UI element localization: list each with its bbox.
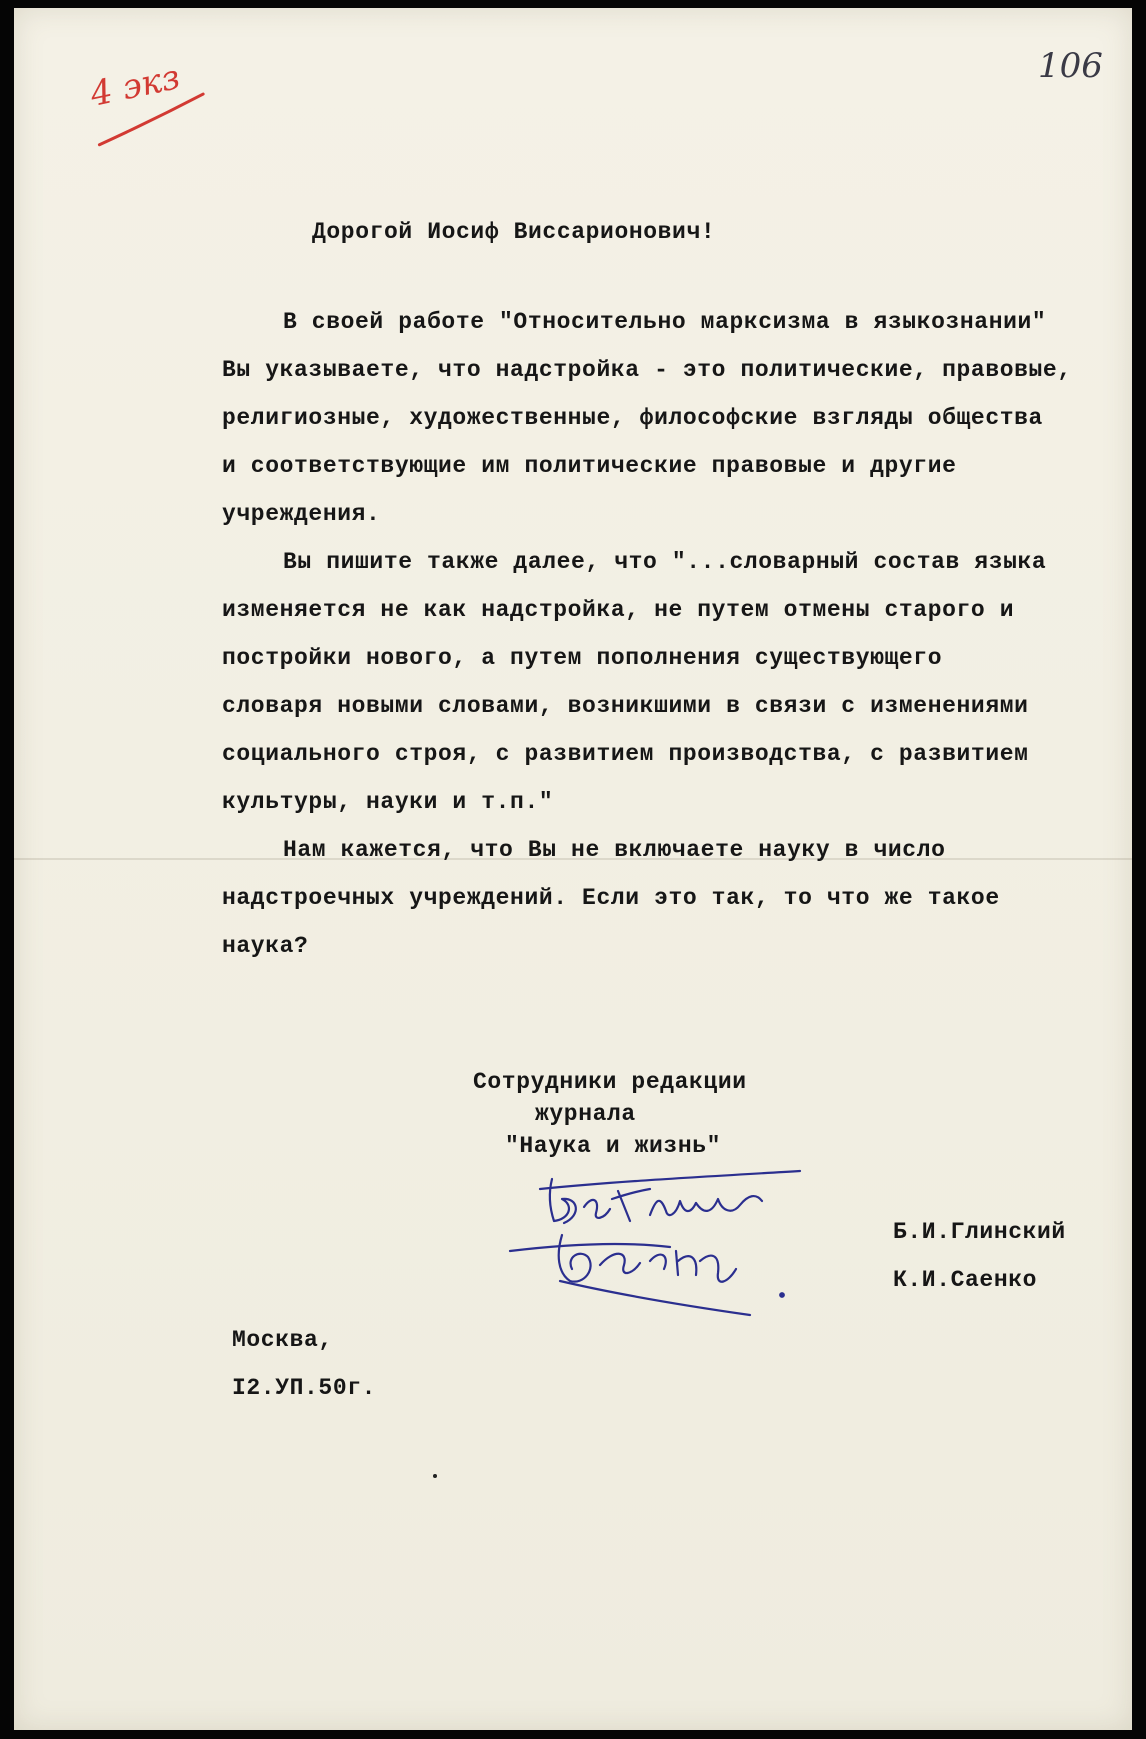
handwritten-signatures <box>500 1165 860 1335</box>
body-line: изменяется не как надстройка, не путем отмены старого и <box>222 597 1015 623</box>
date: I2.УП.50г. <box>232 1375 377 1401</box>
signatory-name: Б.И.Глинский <box>893 1219 1066 1245</box>
body-line: религиозные, художественные, философские взгляды общества <box>222 405 1043 431</box>
place: Москва, <box>232 1327 333 1353</box>
body-line: и соответствующие им политические правовые и другие <box>222 453 957 479</box>
body-line: словаря новыми словами, возникшими в связи с изменениями <box>222 693 1029 719</box>
sender-line: "Наука и жизнь" <box>505 1133 722 1159</box>
body-line: Нам кажется, что Вы не включаете науку в число <box>283 837 946 863</box>
body-line: Вы пишите также далее, что "...словарный состав языка <box>283 549 1047 575</box>
body-line: наука? <box>222 933 309 959</box>
body-line: культуры, науки и т.п." <box>222 789 554 815</box>
page-number: 106 <box>1038 46 1103 86</box>
signatory-name: К.И.Саенко <box>893 1267 1038 1293</box>
margin-note-text: 4 экз <box>86 57 184 115</box>
sender-line: журнала <box>535 1101 636 1127</box>
body-line: В своей работе "Относительно марксизма в языкознании" <box>283 309 1047 335</box>
salutation: Дорогой Иосиф Виссарионович! <box>312 219 716 245</box>
body-line: надстроечных учреждений. Если это так, то что же такое <box>222 885 1000 911</box>
ink-speck <box>433 1474 437 1478</box>
sender-line: Сотрудники редакции <box>473 1069 747 1095</box>
body-line: учреждения. <box>222 501 381 527</box>
body-line: социального строя, с развитием производства, с развитием <box>222 741 1029 767</box>
body-line: Вы указываете, что надстройка - это политические, правовые, <box>222 357 1072 383</box>
body-line: постройки нового, а путем пополнения существующего <box>222 645 943 671</box>
